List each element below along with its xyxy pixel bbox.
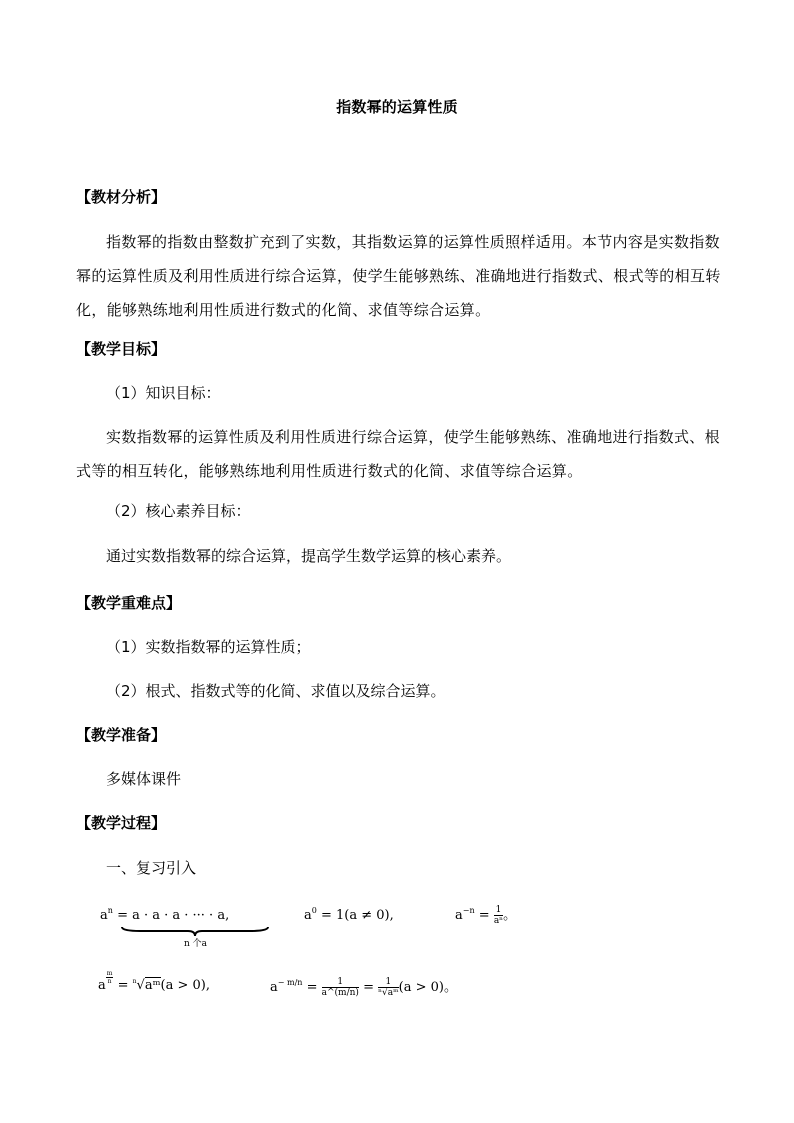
formula-negative-fractional-exponent: $a^{- m/n}$ = $\frac{1}{a\^{}(m/n)}$ = $\frac{1}{\text{ⁿ√aᵐ}}$ (a > 0)。 — [270, 977, 457, 998]
section-heading-preparation: 【教学准备】 — [76, 726, 167, 744]
goals-item1-label: （1）知识目标： — [106, 384, 221, 402]
analysis-paragraph: 指数幂的指数由整数扩充到了实数，其指数运算的运算性质照样适用。本节内容是实数指数幂的运算性质及利用性质进行综合运算，使学生能够熟练、准确地进行指数式、根式等的相互转化，能够熟练地利用性质进行数式的化简、求值等综合运算。 — [76, 233, 721, 319]
key-points-item2: （2）根式、指数式等的化简、求值以及综合运算。 — [106, 682, 446, 700]
formula-zero-exponent: $a^0 = 1(a \ne 0)$, — [304, 906, 394, 923]
key-points-item1: （1）实数指数幂的运算性质； — [106, 638, 311, 656]
page-title: 指数幂的运算性质 — [336, 98, 458, 116]
section-heading-analysis: 【教材分析】 — [76, 188, 167, 206]
formula-negative-exponent: $a^{-n}$ = $\frac{1}{\text{aⁿ}}$ 。 — [455, 905, 517, 926]
section-heading-goals: 【教学目标】 — [76, 340, 167, 358]
goals-item2-label: （2）核心素养目标： — [106, 502, 251, 520]
section-heading-key-points: 【教学重难点】 — [76, 594, 182, 612]
formula-fractional-exponent: a $\frac{m}{n}$ = $^n$√aᵐ(a > 0), — [98, 970, 211, 993]
preparation-body: 多媒体课件 — [106, 770, 182, 788]
formula-power-definition: $a^n = a \cdot a \cdot a$ · ··· · a, — [100, 906, 230, 923]
goals-item2-paragraph: 通过实数指数幂的综合运算，提高学生数学运算的核心素养。 — [106, 547, 512, 565]
process-step1: 一、复习引入 — [106, 859, 197, 877]
section-heading-process: 【教学过程】 — [76, 814, 167, 832]
goals-item1-paragraph: 实数指数幂的运算性质及利用性质进行综合运算，使学生能够熟练、准确地进行指数式、根式等的相互转化，能够熟练地利用性质进行数式的化简、求值等综合运算。 — [76, 428, 721, 480]
underbrace-label: n 个a — [184, 939, 208, 949]
